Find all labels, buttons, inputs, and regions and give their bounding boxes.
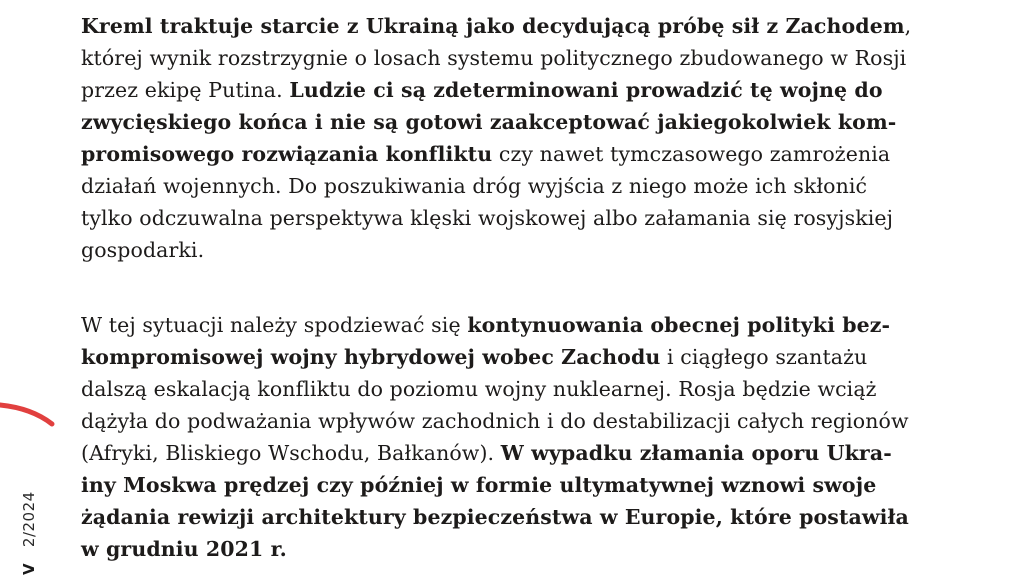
text-segment: tylko odczuwalna perspektywa klęski wojskowej albo załamania się rosyjskiej	[81, 206, 894, 230]
text-line	[81, 170, 867, 202]
bold-text: kontynuowania obecnej polityki bez-	[467, 313, 891, 337]
text-line	[81, 42, 906, 74]
text-line	[81, 74, 883, 106]
bold-text: kompromisowej wojny hybrydowej wobec Zachodu	[81, 345, 661, 369]
text-line	[81, 309, 890, 341]
text-segment: dalszą eskalacją konfliktu do poziomu wojny nuklearnej. Rosja będzie wciąż	[81, 377, 877, 401]
text-segment: i ciągłego szantażu	[660, 345, 868, 369]
text-line	[81, 341, 867, 373]
text-segment: W tej sytuacji należy spodziewać się	[81, 313, 468, 337]
red-margin-mark	[0, 395, 60, 435]
text-segment: gospodarki.	[81, 238, 205, 262]
bold-text: promisowego rozwiązania konfliktu	[81, 142, 493, 166]
text-segment: której wynik rozstrzygnie o losach systemu politycznego zbudowanego w Rosji	[81, 46, 907, 70]
text-line	[81, 469, 876, 501]
side-label-letter: V	[20, 562, 38, 575]
bold-text: W wypadku złamania oporu Ukra-	[500, 441, 892, 465]
text-line	[81, 106, 896, 138]
bold-text: Ludzie ci są zdeterminowani prowadzić tę wojnę do	[289, 78, 883, 102]
text-line	[81, 138, 890, 170]
text-line	[81, 202, 893, 234]
bold-text: iny Moskwa prędzej czy później w formie ultymatywnej wznowi swoje	[81, 473, 877, 497]
bold-text: żądania rewizji architektury bezpieczeństwa w Europie, które postawiła	[81, 505, 909, 529]
bold-text: Kreml traktuje starcie z Ukrainą jako decydującą próbę sił z Zachodem	[81, 14, 905, 38]
text-line	[81, 10, 911, 42]
text-line	[81, 234, 204, 266]
text-segment: ,	[904, 14, 912, 38]
text-segment: czy nawet tymczasowego zamrożenia	[492, 142, 891, 166]
text-segment: (Afryki, Bliskiego Wschodu, Bałkanów).	[81, 441, 501, 465]
text-segment: dążyła do podważania wpływów zachodnich i do destabilizacji całych regionów	[81, 409, 909, 433]
side-label-issue: 2/2024	[20, 491, 38, 548]
text-line	[81, 405, 909, 437]
bold-text: w grudniu 2021 r.	[81, 537, 287, 561]
bold-text: zwycięskiego końca i nie są gotowi zaakceptować jakiegokolwiek kom-	[81, 110, 897, 134]
side-issue-label	[20, 491, 38, 575]
text-segment: przez ekipę Putina.	[81, 78, 290, 102]
text-segment: działań wojennych. Do poszukiwania dróg wyjścia z niego może ich skłonić	[81, 174, 868, 198]
text-line	[81, 437, 892, 469]
text-line	[81, 373, 877, 405]
text-line	[81, 501, 909, 533]
text-line	[81, 533, 287, 565]
